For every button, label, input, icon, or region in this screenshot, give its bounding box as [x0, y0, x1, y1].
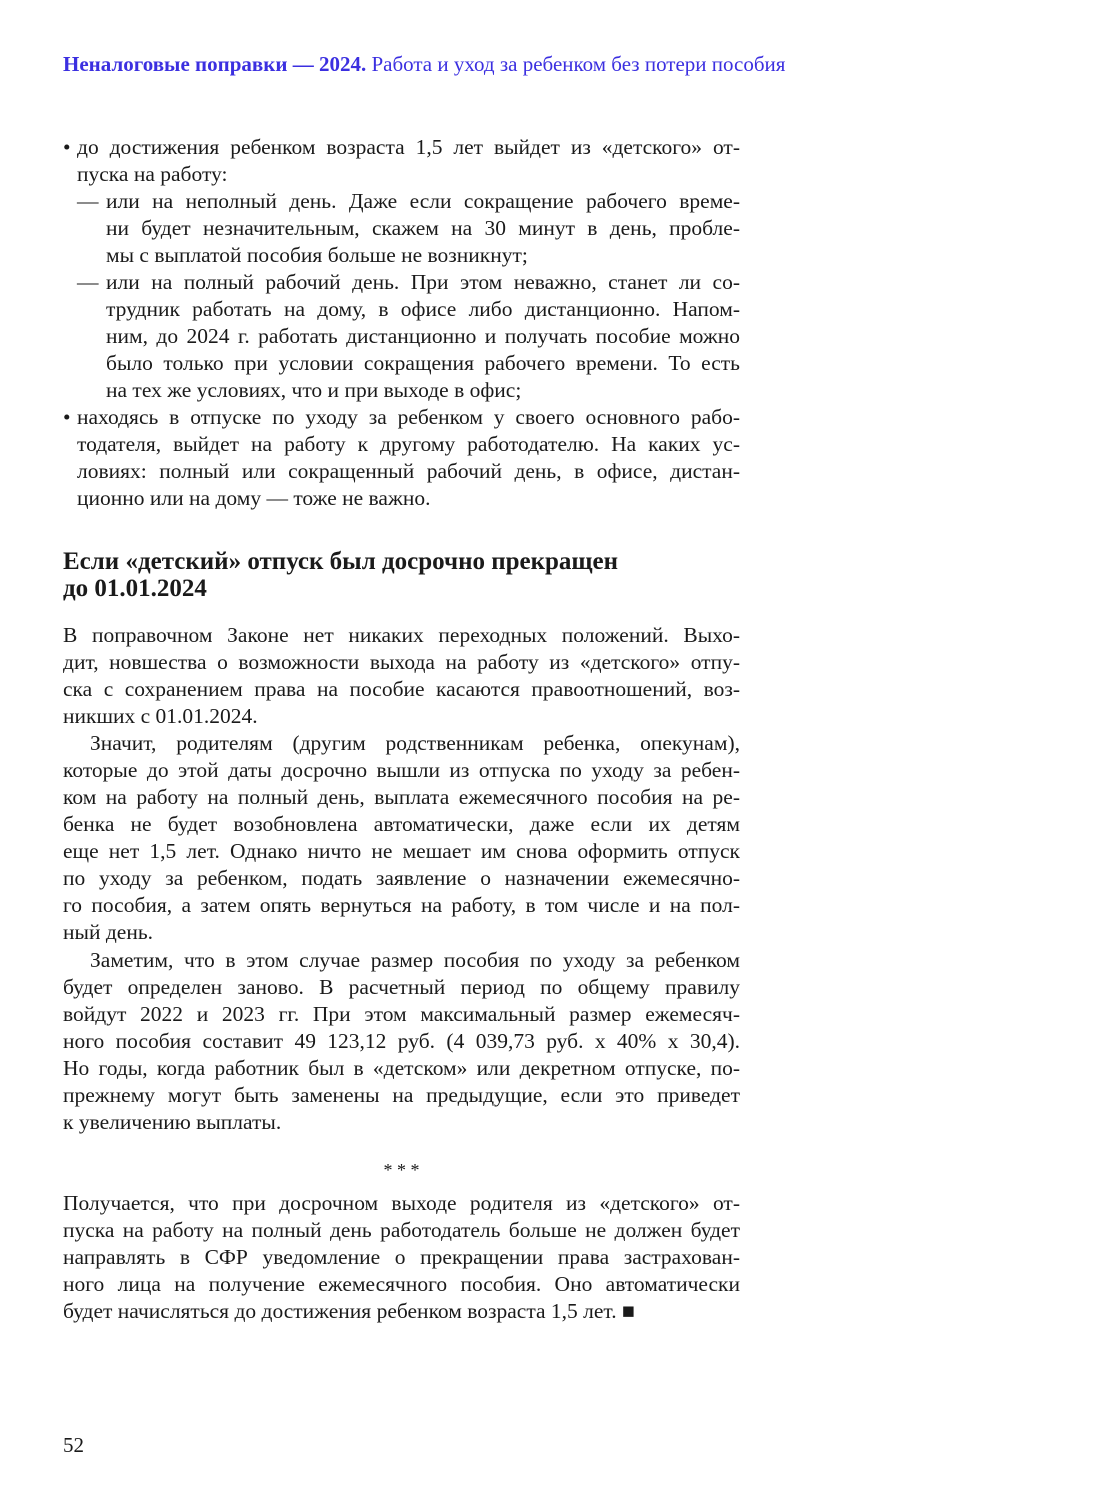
text-line: мы с выплатой пособия больше не возникнут;: [106, 243, 528, 267]
text-line: будет начисляться до достижения ребенком возраста 1,5 лет. ■: [63, 1299, 635, 1323]
text-line: дит, новшества о возможности выхода на работу из «детского» отпу-: [63, 650, 740, 674]
closing-paragraph: [63, 1190, 740, 1325]
text-line: ни будет незначительным, скажем на 30 минут в день, пробле-: [106, 216, 740, 240]
running-header-title: Работа и уход за ребенком без потери пособия: [371, 52, 786, 76]
text-line: тодателя, выйдет на работу к другому работодателю. На каких ус-: [77, 432, 740, 456]
text-line: по уходу за ребенком, подать заявление о назначении ежемесячно-: [63, 866, 740, 890]
condition-list: [63, 134, 740, 512]
text-line: к увеличению выплаты.: [63, 1110, 282, 1134]
section-heading-line: Если «детский» отпуск был досрочно прекращен: [63, 548, 619, 575]
section-heading-line: до 01.01.2024: [63, 575, 207, 602]
text-line: будет определен заново. В расчетный период по общему правилу: [63, 975, 740, 999]
running-header: [63, 52, 785, 77]
paragraph: [63, 622, 740, 730]
text-line: войдут 2022 и 2023 гг. При этом максимальный размер ежемесяч-: [63, 1002, 740, 1026]
page-number: 52: [63, 1433, 84, 1457]
text-line: ный день.: [63, 920, 153, 944]
text-line: ком на работу на полный день, выплата ежемесячного пособия на ре-: [63, 785, 740, 809]
text-line: или на неполный день. Даже если сокращение рабочего време-: [106, 189, 740, 213]
text-line: было только при условии сокращения рабочего времени. То есть: [106, 351, 740, 375]
text-line: находясь в отпуске по уходу за ребенком у своего основного рабо-: [77, 405, 740, 429]
text-line: ним, до 2024 г. работать дистанционно и получать пособие можно: [106, 324, 740, 348]
text-line: Значит, родителям (другим родственникам ребенка, опекунам),: [90, 731, 740, 755]
text-line: до достижения ребенком возраста 1,5 лет выйдет из «детского» от-: [77, 135, 740, 159]
dash-item: [63, 188, 740, 269]
text-line: Заметим, что в этом случае размер пособия по уходу за ребенком: [90, 948, 740, 972]
text-line: го пособия, а затем опять вернуться на работу, в том числе и на пол-: [63, 893, 740, 917]
text-line: ционно или на дому — тоже не важно.: [77, 486, 431, 510]
text-line: Получается, что при досрочном выходе родителя из «детского» от-: [63, 1191, 740, 1215]
paragraph: [63, 947, 740, 1136]
text-line: ного пособия составит 49 123,12 руб. (4 039,73 руб. х 40% х 30,4).: [63, 1029, 740, 1053]
bullet-item: [63, 404, 740, 512]
text-line: бенка не будет возобновлена автоматически, даже если их детям: [63, 812, 740, 836]
section-heading: [63, 548, 618, 602]
text-line: никших с 01.01.2024.: [63, 704, 258, 728]
text-line: пуска на работу:: [77, 162, 228, 186]
text-line: которые до этой даты досрочно вышли из отпуска по уходу за ребен-: [63, 758, 740, 782]
text-line: ловиях: полный или сокращенный рабочий день, в офисе, дистан-: [77, 459, 740, 483]
text-line: ска с сохранением права на пособие касаются правоотношений, воз-: [63, 677, 740, 701]
text-line: В поправочном Законе нет никаких переходных положений. Выхо-: [63, 623, 740, 647]
text-line: на тех же условиях, что и при выходе в офис;: [106, 378, 522, 402]
text-line: еще нет 1,5 лет. Однако ничто не мешает им снова оформить отпуск: [63, 839, 740, 863]
dash-marker: —: [77, 270, 99, 294]
text-line: пуска на работу на полный день работодатель больше не должен будет: [63, 1218, 740, 1242]
section-separator: * * *: [383, 1160, 420, 1180]
text-line: или на полный рабочий день. При этом неважно, станет ли со-: [106, 270, 740, 294]
text-line: направлять в СФР уведомление о прекращении права застрахован-: [63, 1245, 740, 1269]
text-line: Но годы, когда работник был в «детском» или декретном отпуске, по-: [63, 1056, 740, 1080]
text-line: трудник работать на дому, в офисе либо дистанционно. Напом-: [106, 297, 740, 321]
text-line: прежнему могут быть заменены на предыдущие, если это приведет: [63, 1083, 740, 1107]
running-header-bold: Неналоговые поправки — 2024.: [63, 52, 367, 76]
text-line: ного лица на получение ежемесячного пособия. Оно автоматически: [63, 1272, 740, 1296]
bullet-item: [63, 134, 740, 188]
dash-marker: —: [77, 189, 99, 213]
bullet-marker: •: [63, 405, 71, 429]
bullet-marker: •: [63, 135, 71, 159]
paragraph: [63, 730, 740, 946]
dash-item: [63, 269, 740, 404]
